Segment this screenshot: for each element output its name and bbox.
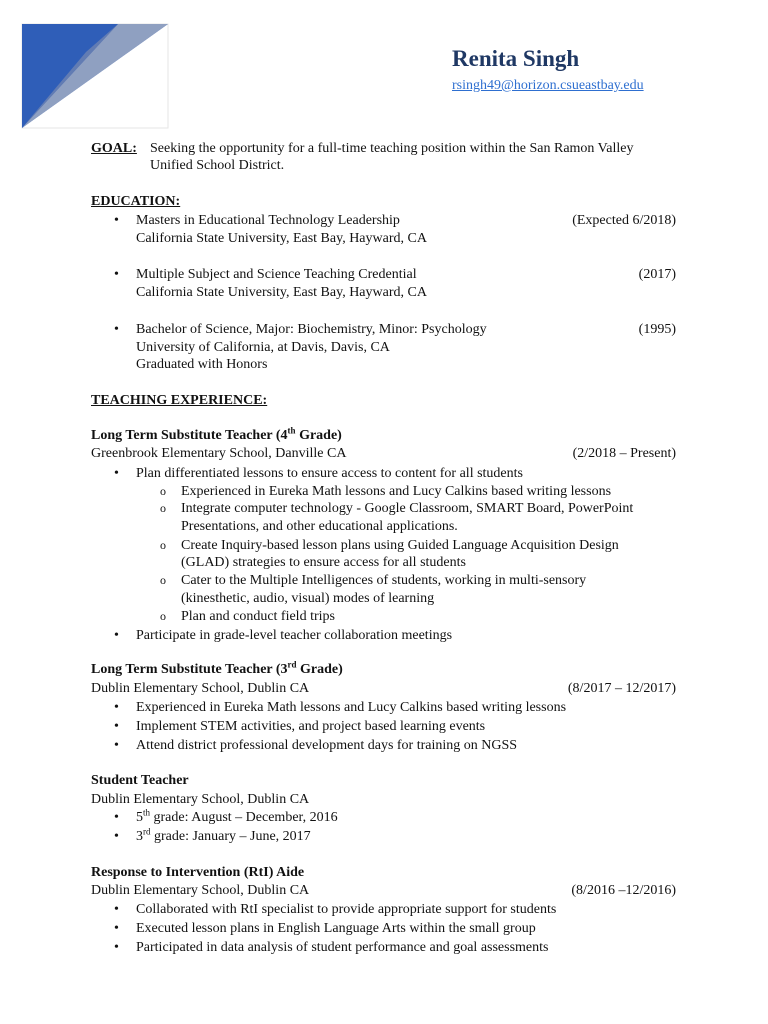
job1-bullet-2: • Participate in grade-level teacher collaboration meetings <box>136 627 452 644</box>
edu-date-3: (1995) <box>638 322 676 337</box>
education-heading: EDUCATION: <box>91 194 181 209</box>
experience-heading: TEACHING EXPERIENCE: <box>91 393 268 408</box>
job3-bullet-1: • 5th grade: August – December, 2016 <box>136 809 338 826</box>
edu-note-3: Graduated with Honors <box>136 357 268 372</box>
job4-date: (8/2016 –12/2016) <box>571 883 676 898</box>
job1-bullet-1: • Plan differentiated lessons to ensure access to content for all students <box>136 465 523 482</box>
job1-sub-3-cont: (GLAD) strategies to ensure access for all students <box>181 555 466 570</box>
job4-bullet-1: • Collaborated with RtI specialist to provide appropriate support for students <box>136 901 556 918</box>
job4-bullet-3: • Participated in data analysis of student performance and goal assessments <box>136 939 549 956</box>
job2-date: (8/2017 – 12/2017) <box>567 681 676 696</box>
job1-date: (2/2018 – Present) <box>572 446 676 461</box>
header-corner-graphic <box>0 0 170 130</box>
job4-title: Response to Intervention (RtI) Aide <box>91 865 305 880</box>
goal-text-line2: Unified School District. <box>150 158 285 173</box>
edu-school-3: University of California, at Davis, Davis, CA <box>136 340 390 355</box>
job1-sub-1: o Experienced in Eureka Math lessons and Lucy Calkins based writing lessons <box>181 483 611 500</box>
job2-bullet-3: • Attend district professional development days for training on NGSS <box>136 737 517 754</box>
edu-date-2: (2017) <box>638 267 676 282</box>
job2-title: Long Term Substitute Teacher (3rd Grade) <box>91 659 343 677</box>
job1-sub-4: o Cater to the Multiple Intelligences of students, working in multi-sensory <box>181 572 586 589</box>
edu-school-2: California State University, East Bay, Hayward, CA <box>136 285 427 300</box>
job2-school: Dublin Elementary School, Dublin CA <box>91 681 310 696</box>
candidate-name: Renita Singh <box>452 46 580 71</box>
job3-title: Student Teacher <box>91 773 189 788</box>
edu-degree-1: • Masters in Educational Technology Leadership <box>136 212 400 229</box>
goal-text-line1: Seeking the opportunity for a full-time teaching position within the San Ramon Valley <box>150 141 634 156</box>
job3-school: Dublin Elementary School, Dublin CA <box>91 792 310 807</box>
job4-school: Dublin Elementary School, Dublin CA <box>91 883 310 898</box>
job2-bullet-2: • Implement STEM activities, and project based learning events <box>136 718 485 735</box>
goal-label: GOAL: <box>91 141 137 156</box>
job1-sub-2-cont: Presentations, and other educational applications. <box>181 519 458 534</box>
job1-school: Greenbrook Elementary School, Danville CA <box>91 446 347 461</box>
job1-sub-5: o Plan and conduct field trips <box>181 608 335 625</box>
edu-date-1: (Expected 6/2018) <box>572 213 676 228</box>
edu-degree-3: • Bachelor of Science, Major: Biochemistry, Minor: Psychology <box>136 321 487 338</box>
job4-bullet-2: • Executed lesson plans in English Language Arts within the small group <box>136 920 536 937</box>
edu-school-1: California State University, East Bay, Hayward, CA <box>136 231 427 246</box>
edu-degree-2: • Multiple Subject and Science Teaching Credential <box>136 266 417 283</box>
job1-sub-2: o Integrate computer technology - Google Classroom, SMART Board, PowerPoint <box>181 500 633 517</box>
job1-sub-4-cont: (kinesthetic, audio, visual) modes of learning <box>181 591 435 606</box>
job1-title: Long Term Substitute Teacher (4th Grade) <box>91 425 342 443</box>
job3-bullet-2: • 3rd grade: January – June, 2017 <box>136 828 311 845</box>
email-link[interactable]: rsingh49@horizon.csueastbay.edu <box>452 78 644 93</box>
job2-bullet-1: • Experienced in Eureka Math lessons and Lucy Calkins based writing lessons <box>136 699 566 716</box>
job1-sub-3: o Create Inquiry-based lesson plans using Guided Language Acquisition Design <box>181 537 619 554</box>
